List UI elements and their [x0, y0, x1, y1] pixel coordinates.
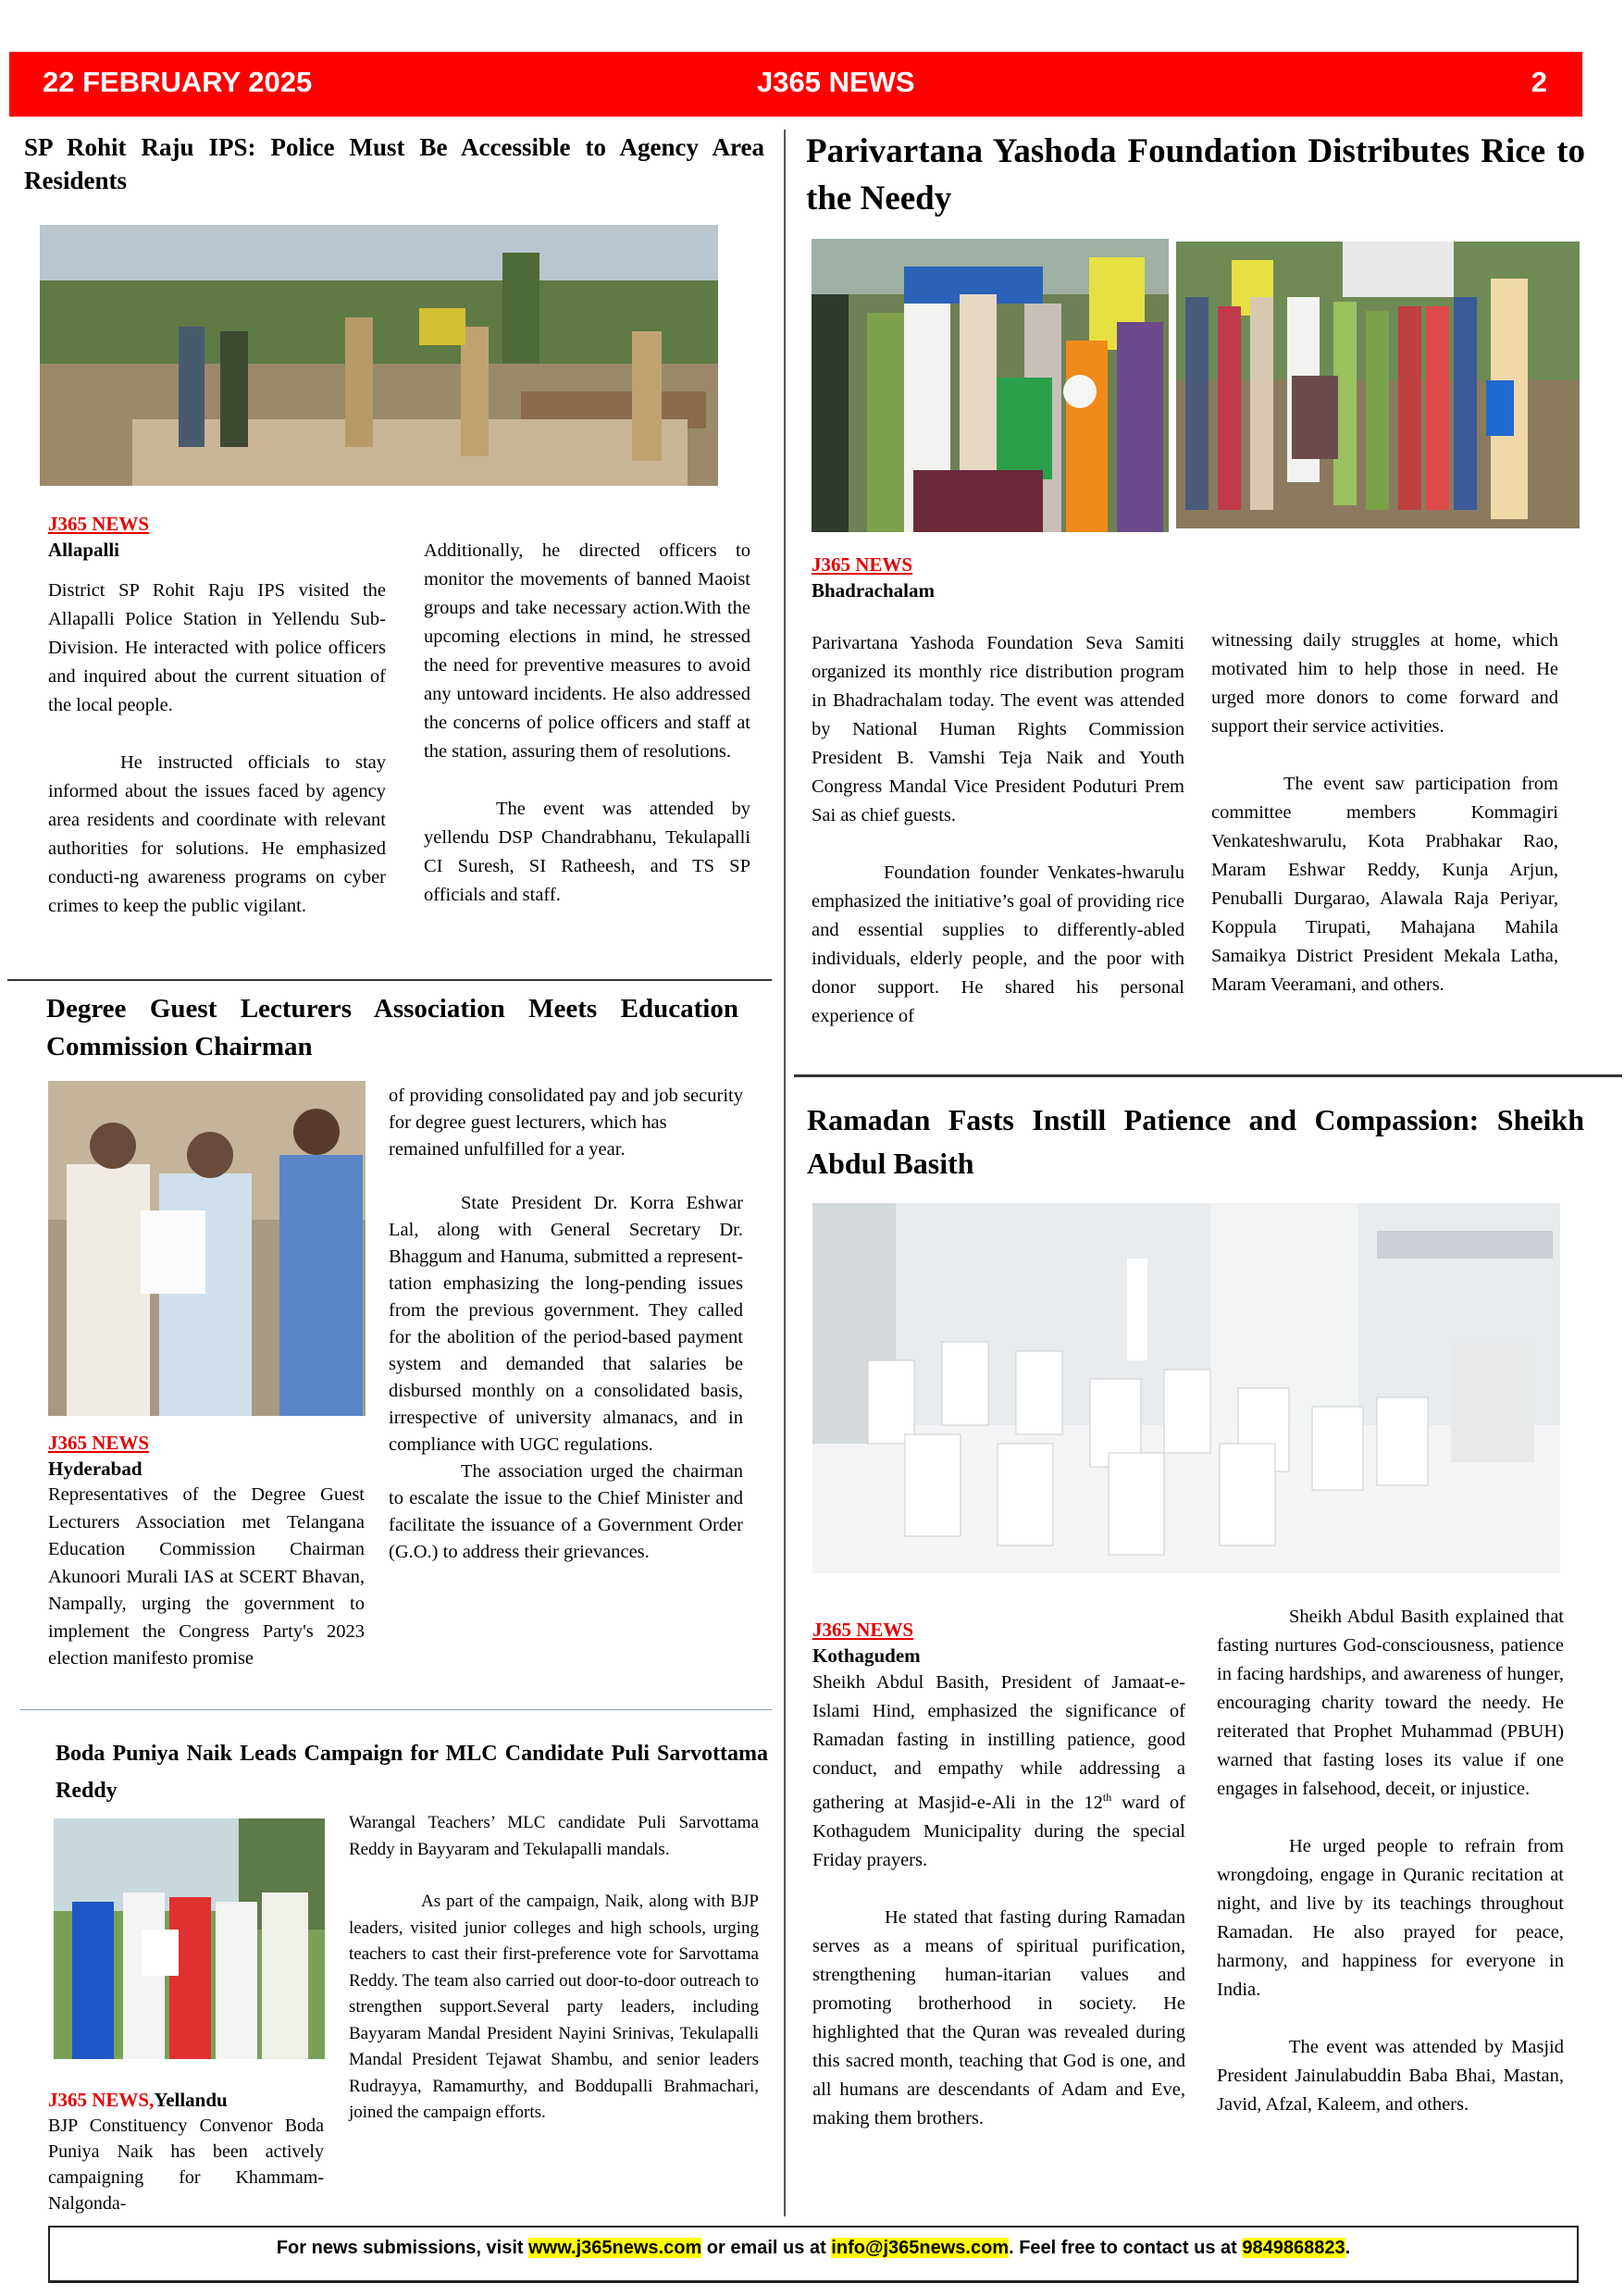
photo-police-station — [40, 225, 718, 486]
article-paragraph: As part of the campaign, Naik, along with BJP leaders, visited junior colleges and high schools, urging teachers to cast their first-preference vote for Sarvottama Reddy. The team also carried out door-to-door outreach to strengthen support.Several party leaders, including Bayyaram Mandal President Nayini Srinivas, Tekulapalli Mandal President Tejawat Shambu, and senior leaders Rudrayya, Ramamurthy, and Boddupalli Brahmachari, joined the campaign efforts. — [349, 1892, 759, 2122]
byline-source: J365 NEWS, — [48, 2089, 155, 2111]
article-paragraph: Foundation founder Venkates-hwarulu emphasized the initiative’s goal of providing rice and essential supplies to differently-abled individuals, elderly people, and the poor with donor support. He shared his personal experience of — [812, 863, 1184, 1026]
article-paragraph: Sheikh Abdul Basith explained that fasting nurtures God-consciousness, patience in facing hardships, and awareness of hunger, encouraging charity toward the needy. He reiterated that Prophet Muhammad (PBUH) warned that fasting loses its value if one engages in falsehood, deceit, or injustice. — [1217, 1607, 1564, 1799]
issue-date: 22 FEBRUARY 2025 — [43, 66, 313, 98]
dateline-place: Allapalli — [48, 539, 120, 561]
dateline-place: Kothagudem — [812, 1644, 921, 1667]
article-paragraph: He instructed officials to stay informed about the issues faced by agency area residents and coordinate with relevant authorities for solutions. He emphasized conducti-ng awareness programs on cyber crimes to keep the public vigilant. — [48, 752, 386, 916]
article-paragraph: Representatives of the Degree Guest Lecturers Association met Telangana Education Commission Chairman Akunoori Murali IAS at SCERT Bhavan, Nampally, urging the government to implement the Congress Party's 2023 election manifesto promise — [48, 1484, 365, 1669]
article-paragraph: Parivartana Yashoda Foundation Seva Samiti organized its monthly rice distribution program in Bhadrachalam today. The event was attended by National Human Rights Commission President B. Vamshi Teja Naik and Youth Congress Mandal Vice President Poduturi Prem Sai as chief guests. — [812, 633, 1184, 825]
section-rule — [794, 1074, 1622, 1077]
submission-footer — [48, 2226, 1579, 2283]
photo-rice-distribution-1 — [812, 239, 1169, 532]
article-paragraph: Warangal Teachers’ MLC candidate Puli Sarvottama Reddy in Bayyaram and Tekulapalli mandals. — [349, 1813, 759, 1859]
article-paragraph: The event was attended by Masjid President Jainulabuddin Baba Bhai, Mastan, Javid, Afzal, Kaleem, and others. — [1217, 2037, 1564, 2115]
ordinal-suffix: th — [1102, 1791, 1112, 1804]
footer-text: . Feel free to contact us at — [1009, 2238, 1243, 2258]
article-paragraph: BJP Constituency Convenor Boda Puniya Naik has been actively campaigning for Khammam-Nalgonda- — [48, 2116, 324, 2214]
byline-source: J365 NEWS — [812, 1619, 914, 1641]
article-paragraph: He stated that fasting during Ramadan serves as a means of spiritual purification, strengthening human-itarian values and promoting brotherhood in society. He highlighted that the Quran was revealed during this sacred month, teaching that God is one, and all humans are descendants of Adam and Eve, making them brothers. — [812, 1906, 1185, 2128]
paragraph-text: ward of Kothagudem Municipality during the special Friday prayers. — [812, 1792, 1186, 1870]
byline-source: J365 NEWS — [812, 553, 913, 576]
website-link[interactable]: www.j365news.com — [528, 2238, 702, 2258]
byline-source: J365 NEWS — [48, 513, 150, 535]
dateline-place: Hyderabad — [48, 1458, 143, 1480]
byline-source: J365 NEWS — [48, 1432, 150, 1454]
page-number: 2 — [1531, 66, 1547, 98]
section-rule — [20, 1709, 772, 1710]
headline-degree-guest: Degree Guest Lecturers Association Meets Education Commission Chairman — [46, 994, 738, 1061]
section-rule — [7, 979, 772, 981]
headline-sp-rohit: SP Rohit Raju IPS: Police Must Be Accessible to Agency Area Residents — [24, 133, 764, 194]
photo-rice-distribution-2 — [1176, 242, 1580, 528]
article-paragraph: He urged people to refrain from wrongdoing, engage in Quranic recitation at night, and live by its teachings throughout Ramadan. He also prayed for peace, harmony, and happiness for everyone in India. — [1217, 1836, 1564, 2000]
email-link[interactable]: info@j365news.com — [831, 2238, 1010, 2258]
footer-text: . — [1345, 2238, 1351, 2258]
photo-lecturers-delegation — [48, 1081, 366, 1416]
dateline-place: Yellandu — [154, 2089, 228, 2111]
article-paragraph: The association urged the chairman to escalate the issue to the Chief Minister and facilitate the issuance of a Government Order (G.O.) to address their grievances. — [389, 1461, 743, 1562]
footer-text: For news submissions, visit — [276, 2238, 529, 2258]
masthead-bar — [9, 52, 1582, 117]
article-paragraph: Additionally, he directed officers to monitor the movements of banned Maoist groups and take necessary action.With the upcoming elections in mind, he stressed the need for preventive measures to avoid any untoward incidents. He also addressed the concerns of police officers and staff at the station, assuring them of resolutions. — [424, 540, 750, 762]
article-paragraph: District SP Rohit Raju IPS visited the Allapalli Police Station in Yellendu Sub-Division. He interacted with police officers and inquired about the current situation of the local people. — [48, 580, 386, 715]
article-paragraph: witnessing daily struggles at home, which motivated him to help those in need. He urged more donors to come forward and support their service activities. — [1211, 630, 1558, 737]
paragraph-text: Sheikh Abdul Basith, President of Jamaat-e-Islami Hind, emphasized the significance of Ramadan fasting in instilling patience, good conduct, and empathy while addressing a gathering at Masjid-e-Ali in the 12 — [812, 1672, 1185, 1813]
photo-campaign-team — [54, 1818, 325, 2059]
photo-masjid-gathering — [812, 1203, 1560, 1573]
column-divider — [784, 130, 786, 2216]
article-paragraph — [812, 1669, 1185, 1875]
article-paragraph: The event was attended by yellendu DSP Chandrabhanu, Tekulapalli CI Suresh, SI Ratheesh, and TS SP officials and staff. — [424, 799, 750, 905]
newspaper-title: J365 NEWS — [757, 66, 915, 98]
article-paragraph: State President Dr. Korra Eshwar Lal, along with General Secretary Dr. Bhaggum and Hanuma, submitted a represent-tation emphasizing the long-pending issues from the previous government. They called for the abolition of the period-based payment system and demanded that salaries be disbursed monthly on a consolidated basis, irrespective of university almanacs, and in compliance with UGC regulations. — [389, 1193, 743, 1455]
footer-text: or email us at — [701, 2238, 832, 2258]
article-paragraph: remained unfulfilled for a year. — [389, 1139, 626, 1160]
dateline-place: Bhadrachalam — [812, 579, 936, 602]
headline-parivartana: Parivartana Yashoda Foundation Distributes Rice to the Needy — [806, 132, 1585, 217]
article-paragraph: The event saw participation from committee members Kommagiri Venkateshwarulu, Kota Prabhakar Rao, Maram Eshwar Reddy, Kunja Arjun, Penuballi Durgarao, Alawala Raja Periyar, Koppula Tirupati, Mahajana Mahila Samaikya District President Mekala Latha, Maram Veeramani, and others. — [1211, 774, 1558, 995]
article-paragraph: of providing consolidated pay and job security for degree guest lecturers, which has — [389, 1086, 743, 1133]
phone-number[interactable]: 9849868823 — [1242, 2238, 1345, 2258]
headline-ramadan: Ramadan Fasts Instill Patience and Compassion: Sheikh Abdul Basith — [807, 1103, 1584, 1180]
headline-boda-puniya: Boda Puniya Naik Leads Campaign for MLC Candidate Puli Sarvottama Reddy — [56, 1742, 768, 1803]
